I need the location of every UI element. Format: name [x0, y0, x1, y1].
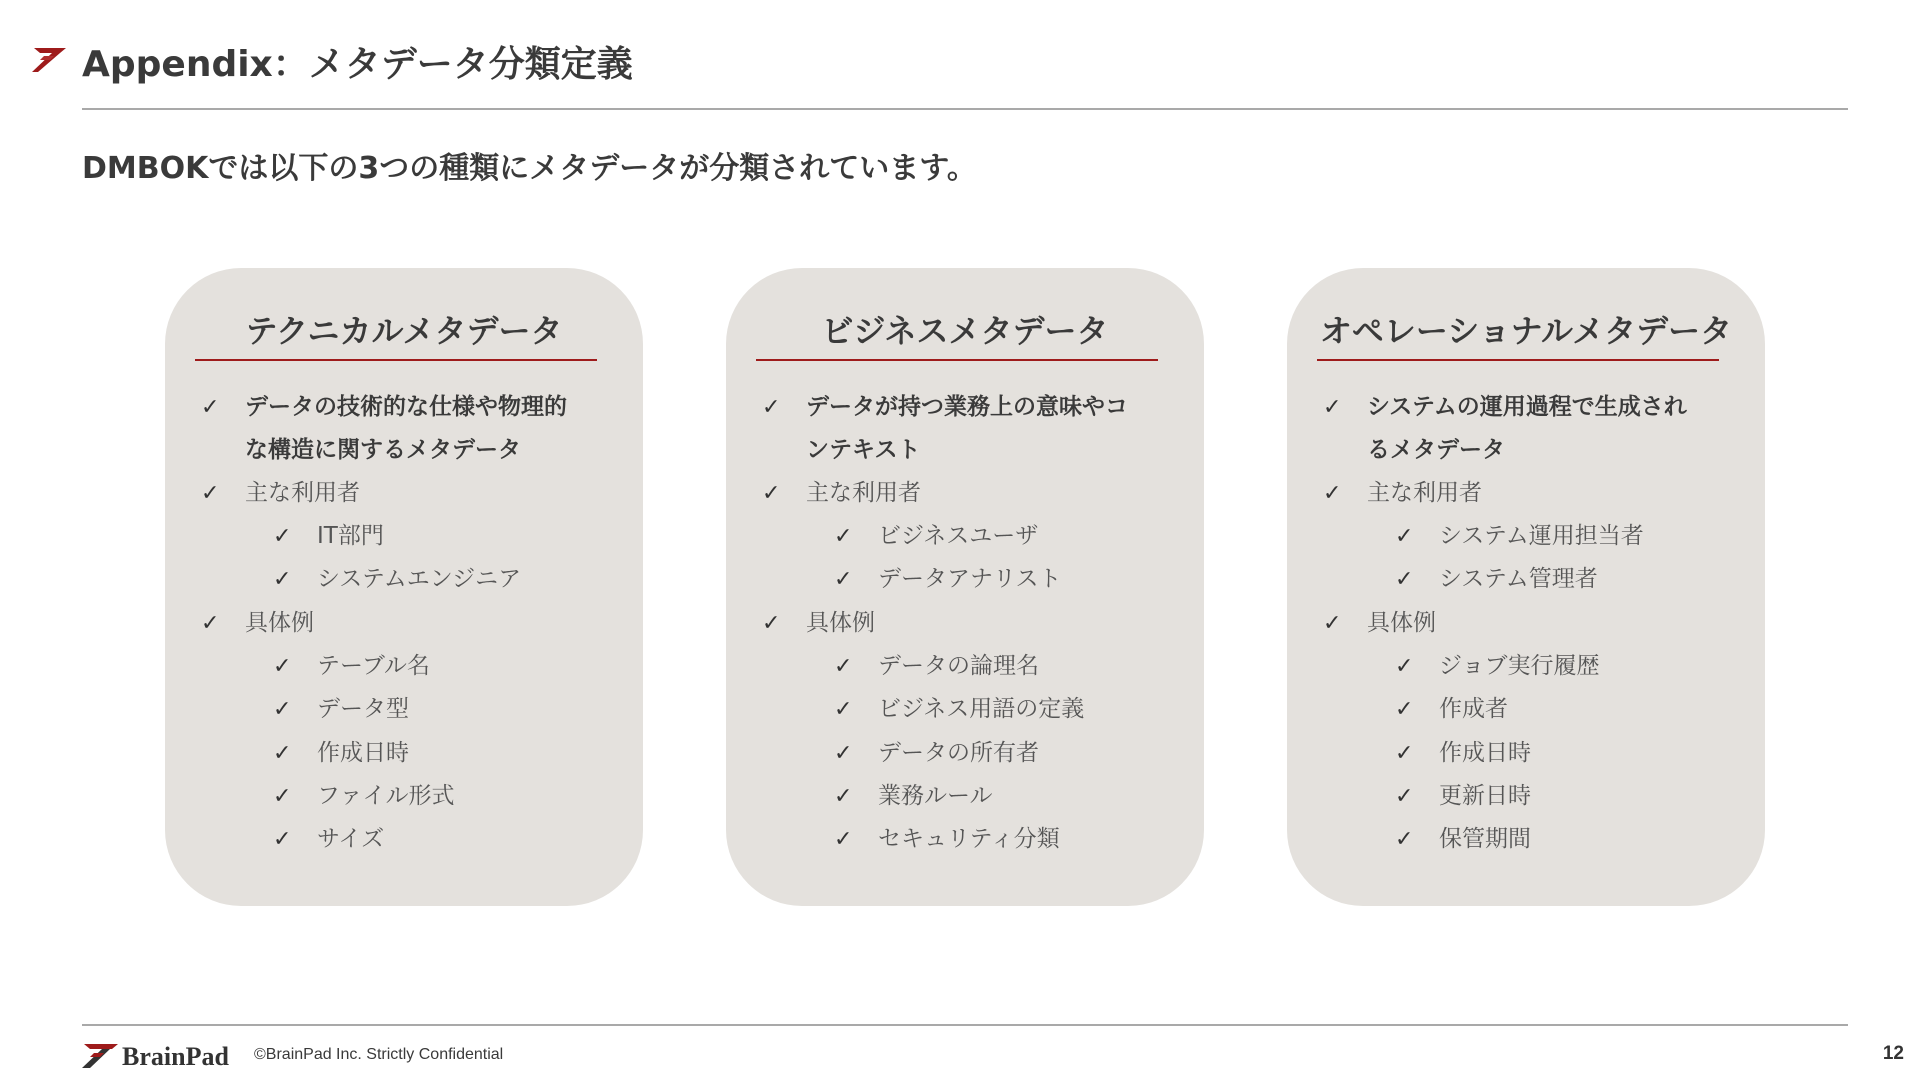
list-item: ✓ データアナリスト: [834, 558, 1062, 601]
list-item: ✓ データの論理名: [834, 645, 1039, 688]
list-item: ✓ 主な利用者: [1323, 472, 1482, 515]
card-heading: テクニカルメタデータ: [245, 312, 563, 350]
card-heading: ビジネスメタデータ: [821, 312, 1109, 350]
card-business-metadata: [726, 268, 1204, 906]
check-icon: ✓: [762, 611, 781, 636]
list-item: ✓ データの技術的な仕様や物理的: [201, 386, 567, 429]
card-operational-metadata: [1287, 268, 1765, 906]
list-item: ✓ セキュリティ分類: [834, 818, 1060, 861]
list-item: ✓ 作成日時: [1395, 732, 1531, 775]
check-icon: ✓: [834, 784, 853, 809]
list-item: ✓ ビジネスユーザ: [834, 515, 1038, 558]
check-icon: ✓: [762, 395, 781, 420]
list-item: ✓ システム管理者: [1395, 558, 1598, 601]
check-icon: ✓: [834, 567, 853, 592]
list-item: ✓ 保管期間: [1395, 818, 1531, 861]
check-icon: ✓: [273, 654, 292, 679]
list-item: ✓ 作成日時: [273, 732, 409, 775]
header-divider: [82, 108, 1848, 110]
list-item: ✓ データが持つ業務上の意味やコ: [762, 386, 1128, 429]
check-icon: ✓: [273, 697, 292, 722]
page-subtitle: DMBOKでは以下の3つの種類にメタデータが分類されています。: [82, 151, 977, 186]
list-item: ✓ ジョブ実行履歴: [1395, 645, 1600, 688]
list-item: ✓ 具体例: [201, 602, 314, 645]
list-item: ✓ 作成者: [1395, 688, 1508, 731]
check-icon: ✓: [1323, 611, 1342, 636]
check-icon: ✓: [1395, 827, 1414, 852]
list-item: ✓ システムの運用過程で生成され: [1323, 386, 1687, 429]
check-icon: ✓: [1323, 481, 1342, 506]
brainpad-mark-icon: [30, 46, 68, 74]
list-item: な構造に関するメタデータ: [245, 437, 521, 463]
check-icon: ✓: [1395, 697, 1414, 722]
card-heading-underline: [756, 359, 1158, 361]
check-icon: ✓: [1395, 567, 1414, 592]
check-icon: ✓: [834, 697, 853, 722]
check-icon: ✓: [273, 524, 292, 549]
card-heading-underline: [195, 359, 597, 361]
card-heading: オペレーショナルメタデータ: [1319, 312, 1733, 350]
list-item: ✓ 主な利用者: [201, 472, 360, 515]
brainpad-mark-icon: [82, 1044, 118, 1068]
list-item: ✓ 具体例: [1323, 602, 1436, 645]
check-icon: ✓: [201, 611, 220, 636]
check-icon: ✓: [834, 524, 853, 549]
brainpad-logo-text: BrainPad: [122, 1042, 229, 1071]
page-number: 12: [1882, 1043, 1904, 1064]
check-icon: ✓: [201, 481, 220, 506]
check-icon: ✓: [1395, 654, 1414, 679]
footer-divider: [82, 1024, 1848, 1026]
list-item: ✓ サイズ: [273, 818, 384, 861]
list-item: ✓ システムエンジニア: [273, 558, 521, 601]
check-icon: ✓: [834, 654, 853, 679]
footer-copyright: ©BrainPad Inc. Strictly Confidential: [254, 1046, 504, 1063]
check-icon: ✓: [273, 784, 292, 809]
list-item: ✓ 業務ルール: [834, 775, 993, 818]
check-icon: ✓: [273, 567, 292, 592]
check-icon: ✓: [762, 481, 781, 506]
check-icon: ✓: [1395, 741, 1414, 766]
check-icon: ✓: [201, 395, 220, 420]
list-item: ンテキスト: [806, 437, 921, 463]
check-icon: ✓: [1323, 395, 1342, 420]
check-icon: ✓: [1395, 524, 1414, 549]
list-item: ✓ テーブル名: [273, 645, 430, 688]
list-item: ✓ システム運用担当者: [1395, 515, 1644, 558]
check-icon: ✓: [834, 741, 853, 766]
list-item: ✓ ファイル形式: [273, 775, 455, 818]
card-heading-underline: [1317, 359, 1719, 361]
list-item: ✓ IT部門: [273, 515, 384, 558]
check-icon: ✓: [273, 827, 292, 852]
list-item: るメタデータ: [1367, 437, 1505, 463]
list-item: ✓ 更新日時: [1395, 775, 1531, 818]
card-technical-metadata: [165, 268, 643, 906]
list-item: ✓ 主な利用者: [762, 472, 921, 515]
check-icon: ✓: [1395, 784, 1414, 809]
list-item: ✓ 具体例: [762, 602, 875, 645]
page-title: Appendix：メタデータ分類定義: [82, 44, 633, 85]
brainpad-logo: [82, 1038, 242, 1072]
list-item: ✓ ビジネス用語の定義: [834, 688, 1084, 731]
list-item: ✓ データの所有者: [834, 732, 1039, 775]
check-icon: ✓: [273, 741, 292, 766]
list-item: ✓ データ型: [273, 688, 409, 731]
check-icon: ✓: [834, 827, 853, 852]
